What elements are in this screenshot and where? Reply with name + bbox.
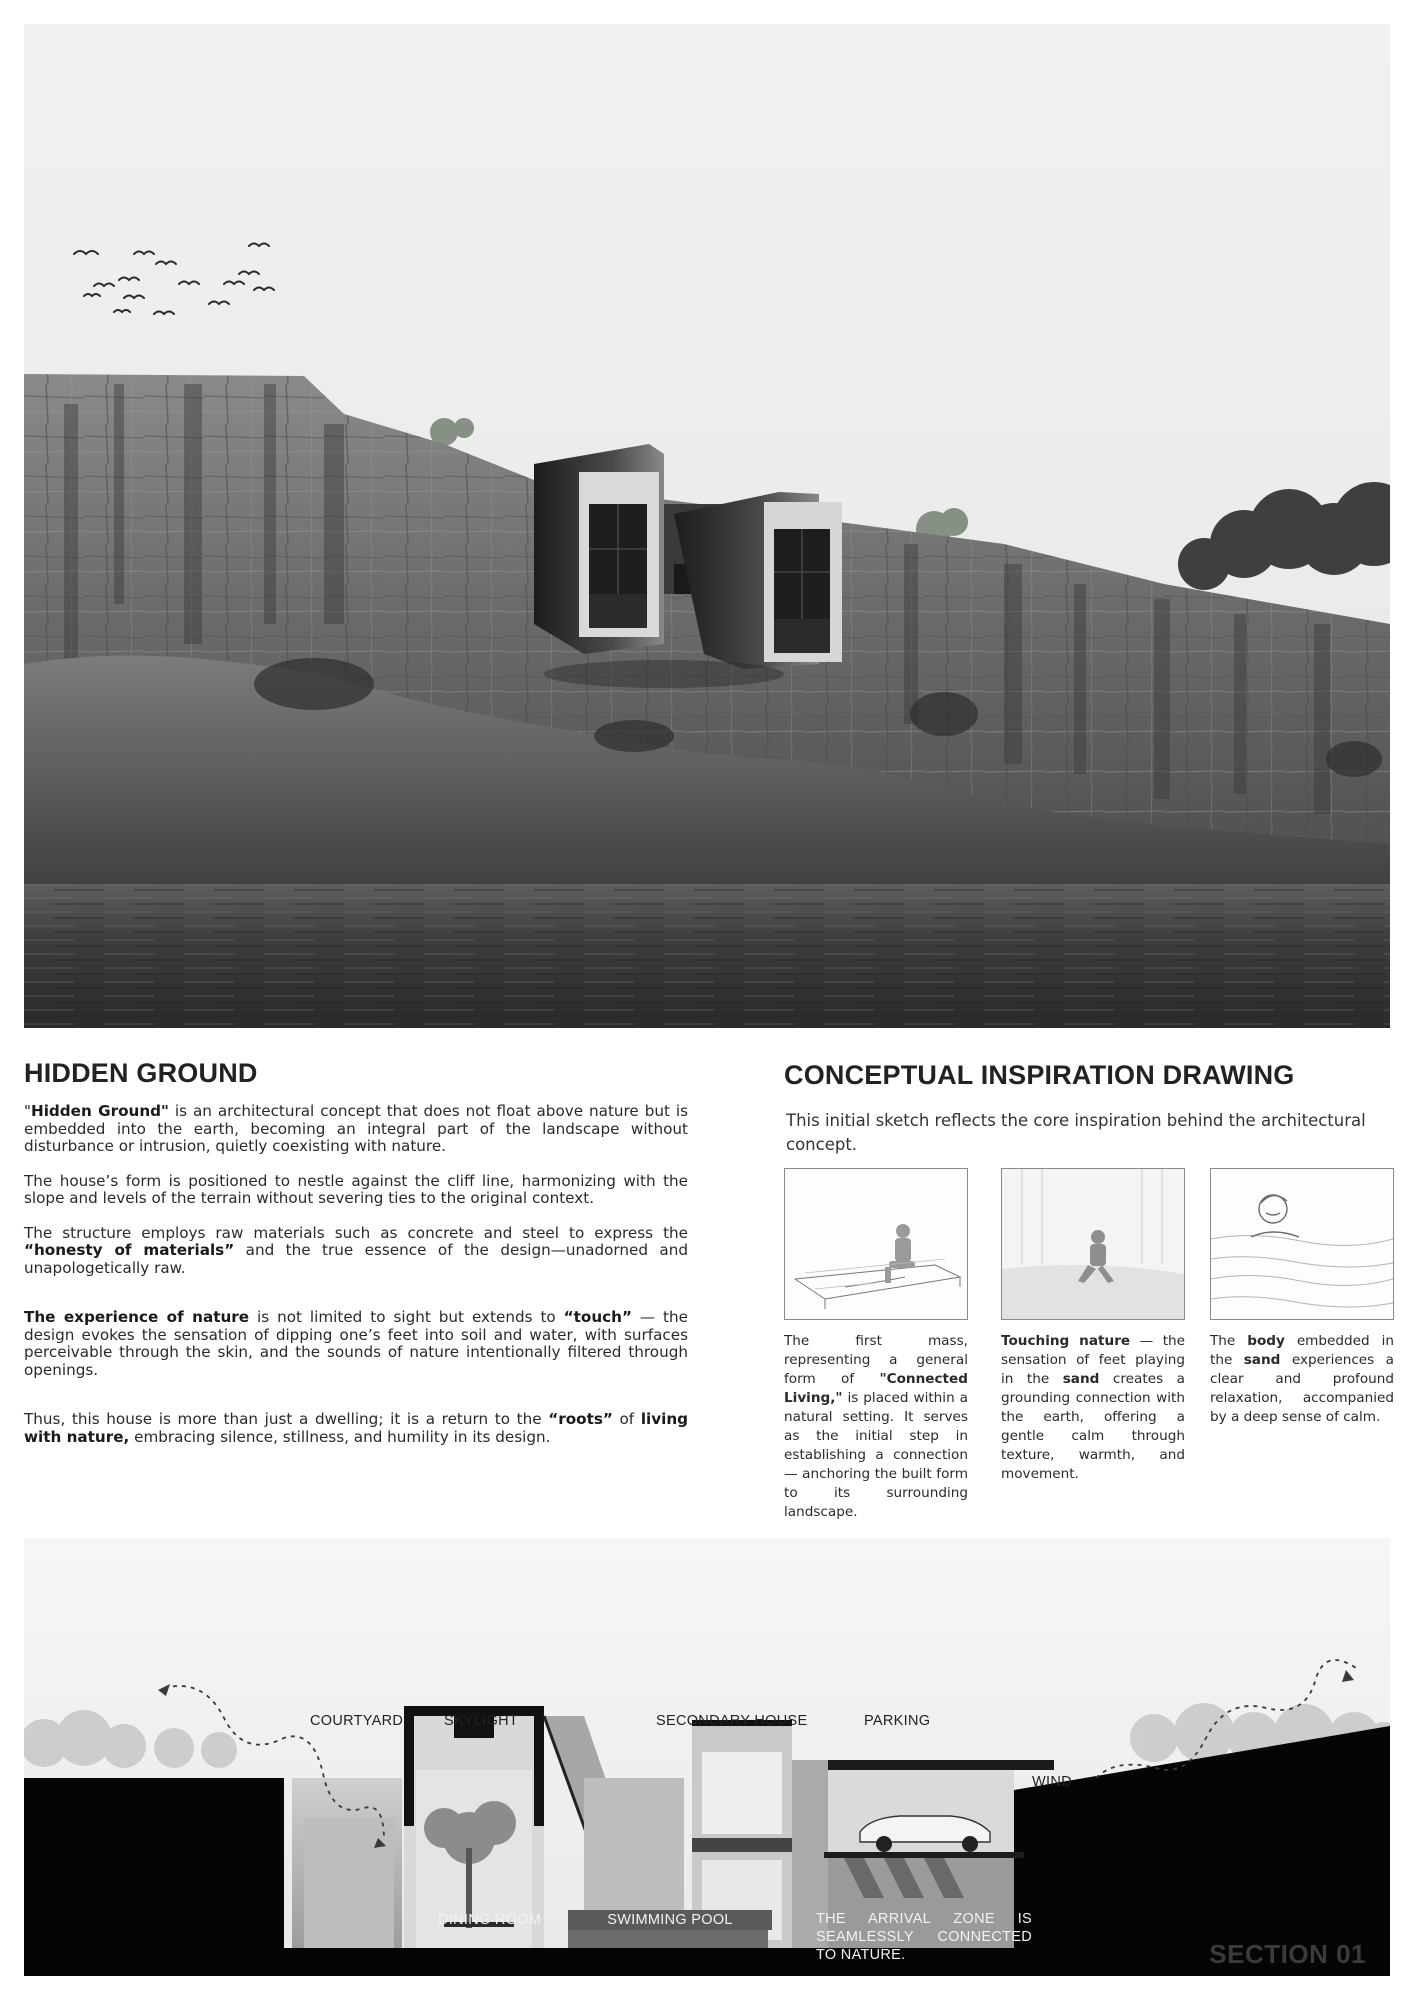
p4-text: is not limited to sight but extends to	[249, 1308, 564, 1326]
caption-2-text: — the sensation of feet playing in the	[1001, 1333, 1185, 1387]
caption-2-bold-sand: sand	[1062, 1371, 1100, 1387]
caption-1-text-end: is placed within a natural setting. It serves as the initial step in establishing a connection — anchoring the built form to its surrounding landscape.	[784, 1390, 968, 1520]
body-in-sand-sketch-icon	[1210, 1168, 1394, 1320]
sketch-card-3	[1210, 1168, 1394, 1427]
p1-quote: "	[24, 1102, 31, 1120]
p5-text-end: embracing silence, stillness, and humility in its design.	[129, 1427, 551, 1446]
caption-3-bold-body: body	[1247, 1333, 1285, 1349]
sketch-card-1	[784, 1168, 968, 1522]
p1-bold: Hidden Ground"	[31, 1102, 169, 1120]
hidden-ground-text	[24, 1058, 688, 1463]
label-dining-room: DINING ROOM	[438, 1912, 542, 1928]
label-parking: PARKING	[864, 1713, 931, 1729]
paragraph-2: The house’s form is positioned to nestle against the cliff line, harmonizing with the slope and levels of the terrain without severing ties to the original context.	[24, 1171, 688, 1207]
p3-text: The structure employs raw materials such as concrete and steel to express the	[24, 1223, 688, 1242]
caption-3-bold-sand: sand	[1243, 1352, 1281, 1368]
feet-in-sand-sketch-icon	[1001, 1168, 1185, 1320]
concept-lead: This initial sketch reflects the core inspiration behind the architectural concept.	[786, 1111, 1366, 1154]
p4-bold: The experience of nature	[24, 1308, 250, 1326]
label-swimming-pool: SWIMMING POOL	[568, 1910, 772, 1930]
hero-render	[24, 24, 1390, 1028]
p5-of: of	[612, 1410, 641, 1428]
section-drawing	[24, 1538, 1390, 1976]
concept-section	[784, 1060, 1394, 1157]
p3-bold: “honesty of materials”	[24, 1241, 235, 1259]
p5-text: Thus, this house is more than just a dwelling; it is a return to the	[24, 1410, 549, 1428]
caption-1-bold: "Connected Living,"	[784, 1371, 968, 1406]
concept-title: CONCEPTUAL INSPIRATION DRAWING	[784, 1060, 1295, 1090]
sketch-card-2	[1001, 1168, 1185, 1484]
paragraph-5	[24, 1411, 688, 1446]
label-courtyard: COURTYARD	[310, 1713, 404, 1729]
paragraph-1	[24, 1103, 688, 1156]
sketch-caption-1	[784, 1332, 968, 1522]
caption-3-text-mid: embedded in the	[1210, 1333, 1394, 1368]
caption-3-text: The	[1210, 1333, 1248, 1349]
p1-text: is an architectural concept that does not float above nature but is embedded into the earth, becoming an integral part of the landscape without disturbance or intrusion, quietly coexisting with nature.	[24, 1102, 689, 1155]
label-secondary-house: SECONDARY HOUSE	[656, 1713, 808, 1729]
sketch-caption-2	[1001, 1332, 1185, 1484]
p4-text-end: — the design evokes the sensation of dipping one’s feet into soil and water, with surfaces perceivable through the skin, and the sounds of nature intentionally filtered through openings.	[24, 1308, 688, 1379]
hidden-ground-title: HIDDEN GROUND	[24, 1058, 258, 1088]
caption-2-bold: Touching nature	[1001, 1333, 1131, 1349]
label-skylight: SKYLIGHT	[444, 1713, 519, 1729]
section-number: SECTION 01	[1209, 1939, 1366, 1969]
caption-2-text-end: creates a grounding connection with the earth, offering a gentle calm through texture, warmth, and movement.	[1001, 1371, 1185, 1482]
p3-text-end: and the true essence of the design—unadorned and unapologetically raw.	[24, 1241, 689, 1277]
cliff-house-render	[24, 24, 1390, 1028]
sitting-figure-sketch-icon	[784, 1168, 968, 1320]
caption-3-text-end: experiences a clear and profound relaxation, accompanied by a deep sense of calm.	[1210, 1352, 1394, 1425]
caption-1-text: The first mass, representing a general form of	[784, 1333, 968, 1387]
label-arrival-zone: THE ARRIVAL ZONE IS SEAMLESSLY CONNECTED TO NATURE.	[816, 1911, 1032, 1963]
label-wind: WIND	[1032, 1774, 1072, 1790]
p4-bold-touch: “touch”	[563, 1308, 632, 1326]
sketch-caption-3	[1210, 1332, 1394, 1427]
paragraph-4	[24, 1309, 688, 1379]
p5-bold-roots: “roots”	[548, 1410, 613, 1428]
paragraph-3	[24, 1225, 688, 1278]
p5-bold-living: living with nature,	[24, 1410, 689, 1446]
